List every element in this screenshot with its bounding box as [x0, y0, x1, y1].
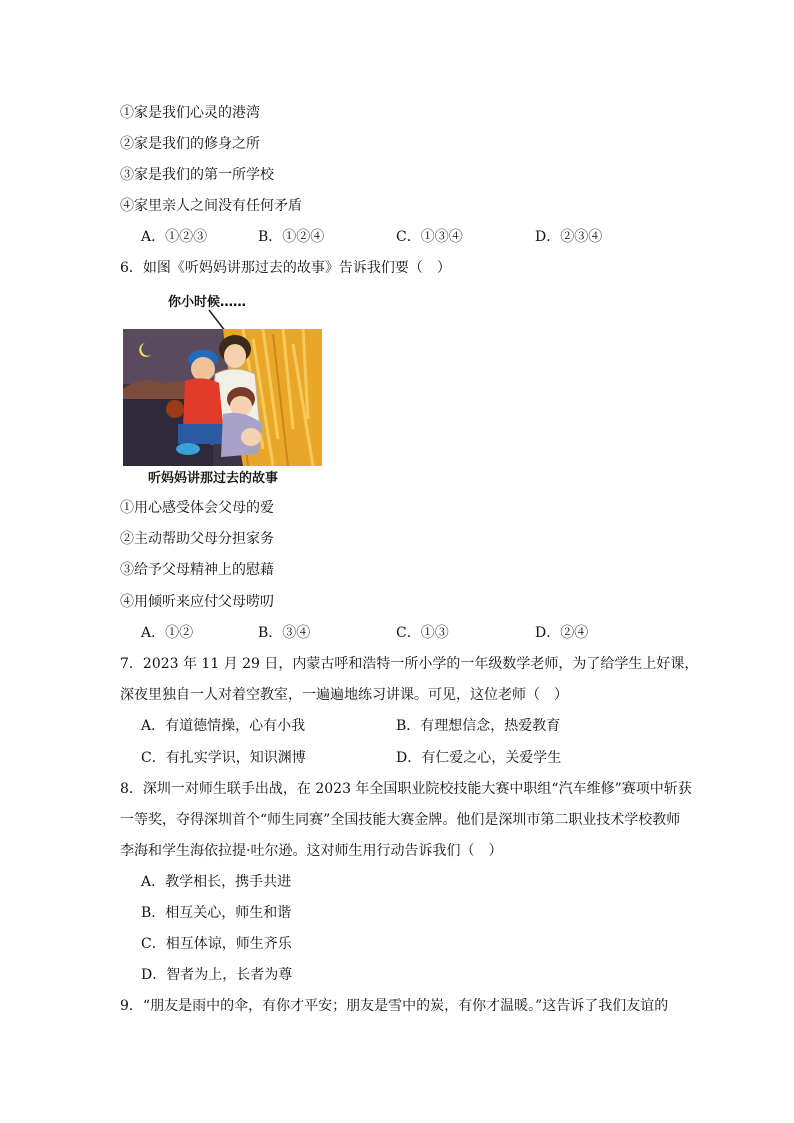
q6-item-4: ④用倾听来应付父母唠叨 [120, 594, 274, 610]
q6-stem: 6．如图《听妈妈讲那过去的故事》告诉我们要（ ） [120, 260, 451, 276]
q7-option-b: B．有理想信念，热爱教育 [396, 718, 561, 734]
q8-stem-line-2: 一等奖，夺得深圳首个“师生同赛”全国技能大赛金牌。他们是深圳市第二职业技术学校教师 [120, 812, 681, 828]
q6-option-b: B．③④ [258, 625, 311, 641]
q8-option-d: D．智者为上，长者为尊 [141, 967, 293, 983]
mother-story-illustration [123, 329, 322, 466]
q6-item-2: ②主动帮助父母分担家务 [120, 531, 274, 547]
q6-item-1: ①用心感受体会父母的爱 [120, 500, 274, 516]
q8-option-b: B．相互关心，师生和谐 [141, 905, 292, 921]
q7-stem-line-1: 7．2023 年 11 月 29 日，内蒙古呼和浩特一所小学的一年级数学老师，为了给学生上好课， [120, 656, 699, 672]
q5-option-b: B．①②④ [258, 229, 325, 245]
q7-option-c: C．有扎实学识，知识渊博 [141, 750, 306, 766]
q5-item-1: ①家是我们心灵的港湾 [120, 105, 260, 121]
q7-stem-line-2: 深夜里独自一人对着空教室，一遍遍地练习讲课。可见，这位老师（ ） [120, 687, 568, 703]
q5-item-3: ③家是我们的第一所学校 [120, 167, 274, 183]
q6-speech-text: 你小时候…… [168, 295, 247, 310]
q7-option-d: D．有仁爱之心，关爱学生 [396, 750, 562, 766]
q5-option-c: C．①③④ [396, 229, 463, 245]
q5-item-2: ②家是我们的修身之所 [120, 136, 260, 152]
q5-option-d: D．②③④ [535, 229, 603, 245]
q6-figure-caption: 听妈妈讲那过去的故事 [148, 471, 279, 486]
q8-option-c: C．相互体谅，师生齐乐 [141, 936, 292, 952]
q6-option-d: D．②④ [535, 625, 589, 641]
q6-option-c: C．①③ [396, 625, 449, 641]
q6-item-3: ③给予父母精神上的慰藉 [120, 562, 274, 578]
q6-option-a: A．①② [141, 625, 194, 641]
q5-option-a: A．①②③ [141, 229, 208, 245]
q8-stem-line-3: 李海和学生海依拉提·吐尔逊。这对师生用行动告诉我们（ ） [120, 843, 503, 859]
q7-option-a: A．有道德情操，心有小我 [141, 718, 306, 734]
q8-option-a: A．教学相长，携手共进 [141, 874, 292, 890]
q9-stem: 9．“朋友是雨中的伞，有你才平安；朋友是雪中的炭，有你才温暖。”这告诉了我们友谊的 [120, 998, 669, 1014]
q5-item-4: ④家里亲人之间没有任何矛盾 [120, 198, 302, 214]
q8-stem-line-1: 8．深圳一对师生联手出战，在 2023 年全国职业院校技能大赛中职组“汽车维修”赛项中斩获 [120, 781, 692, 797]
